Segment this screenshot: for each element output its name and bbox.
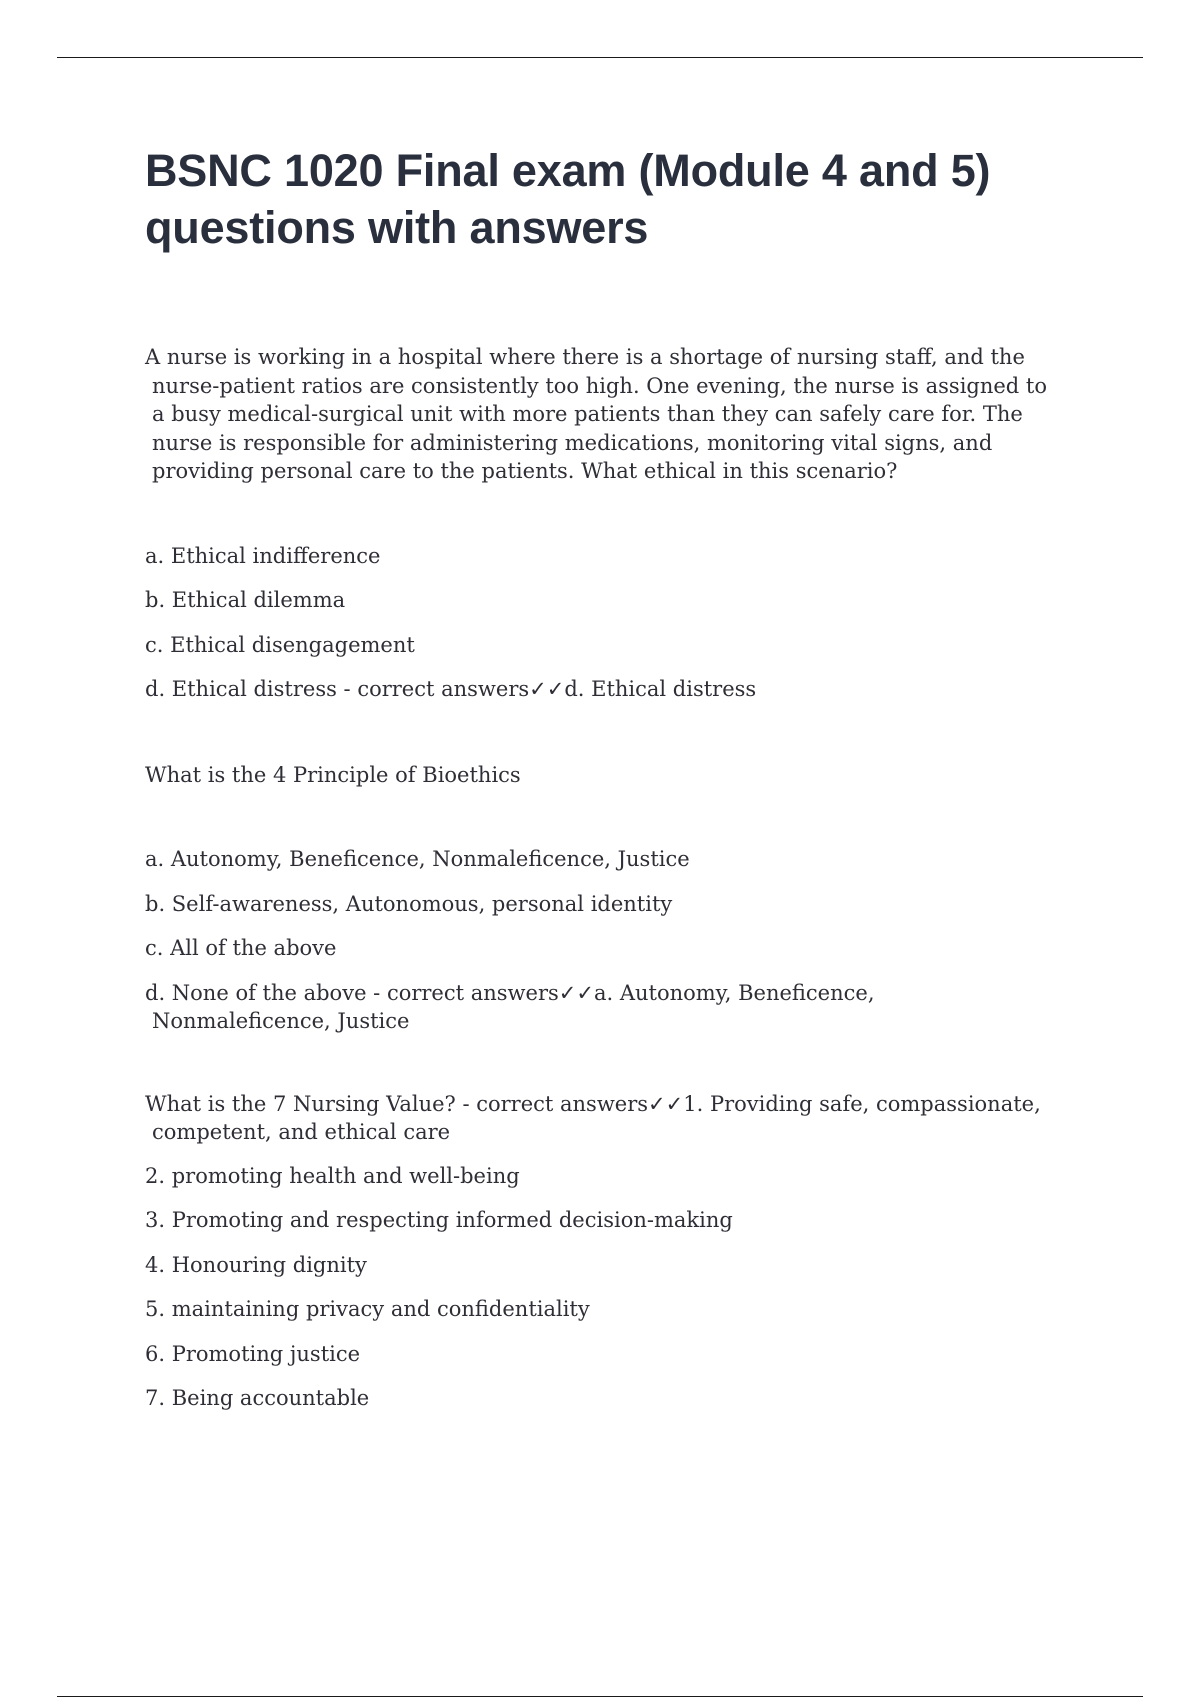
question-3-text: [145, 1090, 1105, 1147]
question-1-option-c: c. Ethical disengagement: [145, 632, 415, 657]
question-2-text: What is the 4 Principle of Bioethics: [145, 762, 521, 787]
question-2-option-a: a. Autonomy, Beneficence, Nonmaleficence, Justice: [145, 847, 690, 871]
option-d-line-1: d. None of the above - correct answers✓✓a. Autonomy, Beneficence,: [145, 980, 875, 1005]
nursing-value-item: 3. Promoting and respecting informed decision-making: [145, 1208, 733, 1232]
nursing-value-item: 2. promoting health and well-being: [145, 1163, 520, 1188]
top-rule: [57, 57, 1143, 58]
option-d-line-2: Nonmaleficence, Justice: [152, 1009, 410, 1033]
nursing-value-item: 5. maintaining privacy and confidentiality: [145, 1297, 590, 1321]
document-title: [145, 142, 1105, 256]
document-body: [145, 142, 1105, 1413]
bottom-rule: [57, 1696, 1143, 1697]
question-3-line-2: competent, and ethical care: [152, 1120, 451, 1144]
question-1-option-b: b. Ethical dilemma: [145, 588, 346, 612]
question-3-line-1: What is the 7 Nursing Value? - correct answers✓✓1. Providing safe, compassionate,: [145, 1091, 1041, 1116]
question-1-text: [145, 343, 1105, 486]
nursing-value-item: 4. Honouring dignity: [145, 1252, 367, 1277]
question-1-option-d-answer: d. Ethical distress - correct answers✓✓d. Ethical distress: [145, 677, 757, 701]
question-1-option-a: a. Ethical indifference: [145, 543, 381, 568]
question-1-line: A nurse is working in a hospital where there is a shortage of nursing staff, and the: [145, 345, 1025, 369]
title-line-1: BSNC 1020 Final exam (Module 4 and 5): [145, 145, 991, 196]
question-1-line: a busy medical-surgical unit with more patients than they can safely care for. The: [152, 402, 1023, 426]
question-3-answer-list: [145, 1162, 1105, 1413]
question-2-option-d-answer: [145, 979, 1105, 1036]
title-line-2: questions with answers: [145, 202, 649, 253]
nursing-value-item: 6. Promoting justice: [145, 1341, 361, 1366]
question-1-options: [145, 542, 1105, 704]
question-1-line: providing personal care to the patients. What ethical in this scenario?: [152, 459, 898, 483]
question-2-option-c: c. All of the above: [145, 936, 337, 960]
nursing-value-item: 7. Being accountable: [145, 1386, 370, 1410]
question-2-option-b: b. Self-awareness, Autonomous, personal identity: [145, 891, 673, 916]
question-2-options: [145, 845, 1105, 1036]
question-1-line: nurse-patient ratios are consistently too high. One evening, the nurse is assigned to: [152, 373, 1048, 398]
question-1-line: nurse is responsible for administering medications, monitoring vital signs, and: [152, 430, 993, 455]
